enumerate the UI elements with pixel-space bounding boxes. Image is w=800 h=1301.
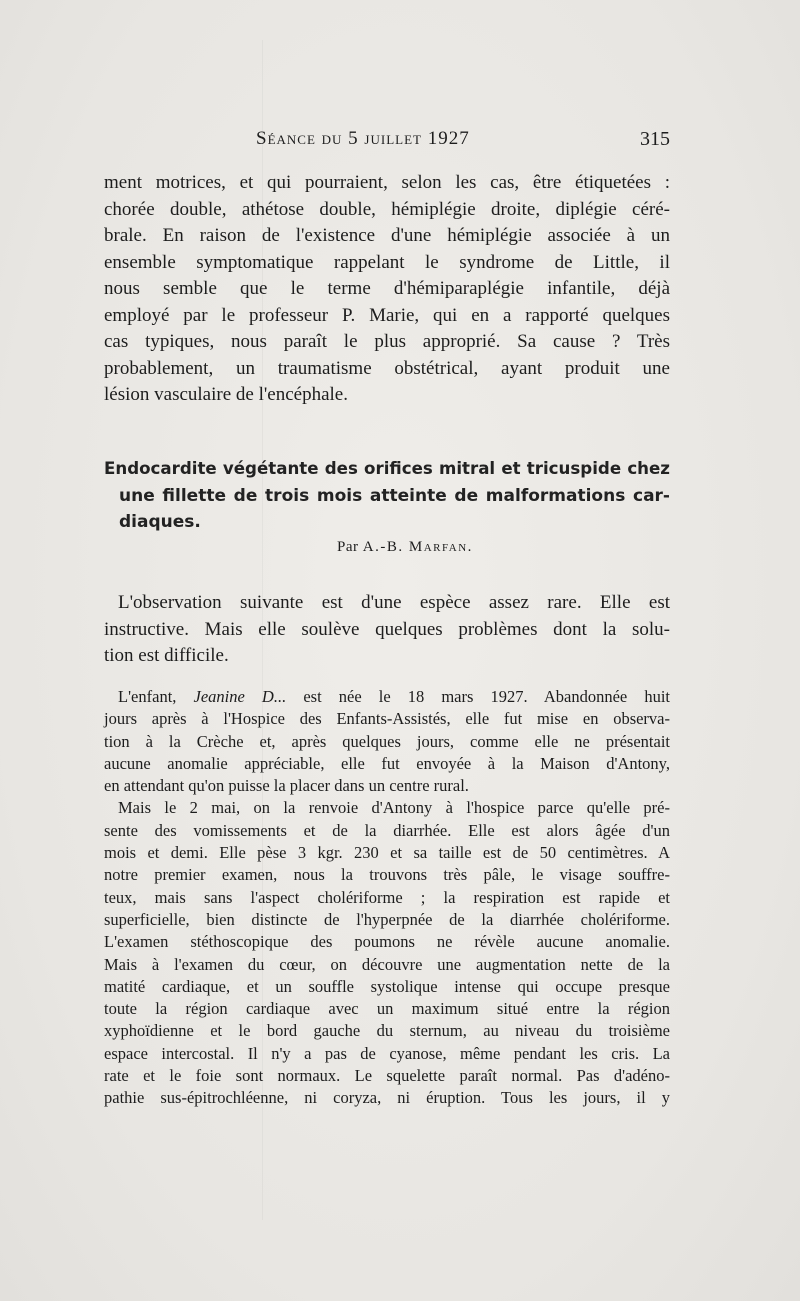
text-line: toute la région cardiaque avec un maximum situé entre la région (104, 999, 670, 1019)
title-line: diaques. (119, 512, 201, 532)
author-name: A.-B. Marfan. (362, 539, 473, 555)
text-line: mois et demi. Elle pèse 3 kgr. 230 et sa taille est de 50 centimètres. A (104, 843, 670, 863)
text-line: nous semble que le terme d'hémiparaplégie infantile, déjà (104, 278, 670, 299)
text-line: L'examen stéthoscopique des poumons ne révèle aucune anomalie. (104, 932, 670, 952)
text-line: jours après à l'Hospice des Enfants-Assistés, elle fut mise en observa- (104, 709, 670, 729)
paragraph-1 (104, 170, 670, 409)
text-line: espace intercostal. Il n'y a pas de cyanose, même pendant les cris. La (104, 1043, 670, 1063)
text-line: ment motrices, et qui pourraient, selon les cas, être étiquetées : (104, 172, 670, 193)
text-line: Mais le 2 mai, on la renvoie d'Antony à l'hospice parce qu'elle pré- (118, 798, 670, 818)
text-line: en attendant qu'on puisse la placer dans un centre rural. (104, 776, 469, 796)
text-line: employé par le professeur P. Marie, qui en a rapporté quelques (104, 304, 670, 326)
text-line: L'enfant, Jeanine D... est née le 18 mars 1927. Abandonnée huit (118, 687, 670, 706)
text-line: matité cardiaque, et un souffle systolique intense qui occupe presque (104, 976, 670, 996)
text-line: Mais à l'examen du cœur, on découvre une augmentation nette de la (104, 954, 670, 974)
title-line: Endocardite végétante des orifices mitral et tricuspide chez (104, 459, 670, 478)
author-line (0, 539, 800, 556)
text-line: ensemble symptomatique rappelant le syndrome de Little, il (104, 251, 670, 273)
author-prefix: Par (337, 539, 359, 555)
text-line: teux, mais sans l'aspect cholériforme ; la respiration est rapide et (104, 887, 670, 907)
text-line: lésion vasculaire de l'encéphale. (104, 384, 348, 405)
title-line: une fillette de trois mois atteinte de malformations car- (119, 485, 670, 506)
text-line: superficielle, bien distincte de l'hyperpnée de la diarrhée cholériforme. (104, 909, 670, 929)
paragraph-2 (104, 590, 670, 670)
text-line: L'observation suivante est d'une espèce assez rare. Elle est (118, 592, 670, 613)
text-line: notre premier examen, nous la trouvons très pâle, le visage souffre- (104, 865, 670, 885)
page-number: 315 (640, 128, 670, 150)
text-line: tion à la Crèche et, après quelques jours, comme elle ne présentait (104, 731, 670, 751)
text-line: sente des vomissements et de la diarrhée. Elle est alors âgée d'un (104, 820, 670, 840)
text-line: brale. En raison de l'existence d'une hémiplégie associée à un (104, 225, 670, 246)
text-line: probablement, un traumatisme obstétrical, ayant produit une (104, 357, 670, 379)
patient-name: Jeanine D... (193, 687, 287, 706)
running-title: Séance du 5 juillet 1927 (256, 128, 470, 149)
text-line: aucune anomalie appréciable, elle fut envoyée à la Maison d'Antony, (104, 753, 670, 773)
text-line: cas typiques, nous paraît le plus approprié. Sa cause ? Très (104, 331, 670, 352)
text-line: tion est difficile. (104, 645, 229, 666)
case-report (104, 686, 670, 1110)
text-line: xyphoïdienne et le bord gauche du sternum, au niveau du troisième (104, 1021, 670, 1041)
text-line: instructive. Mais elle soulève quelques problèmes dont la solu- (104, 618, 670, 640)
article-title (104, 456, 670, 536)
text-line: rate et le foie sont normaux. Le squelette paraît normal. Pas d'adéno- (104, 1066, 670, 1086)
text-line: chorée double, athétose double, hémiplégie droite, diplégie céré- (104, 198, 670, 220)
running-head (104, 124, 670, 154)
text-line: pathie sus-épitrochléenne, ni coryza, ni éruption. Tous les jours, il y (104, 1088, 670, 1108)
